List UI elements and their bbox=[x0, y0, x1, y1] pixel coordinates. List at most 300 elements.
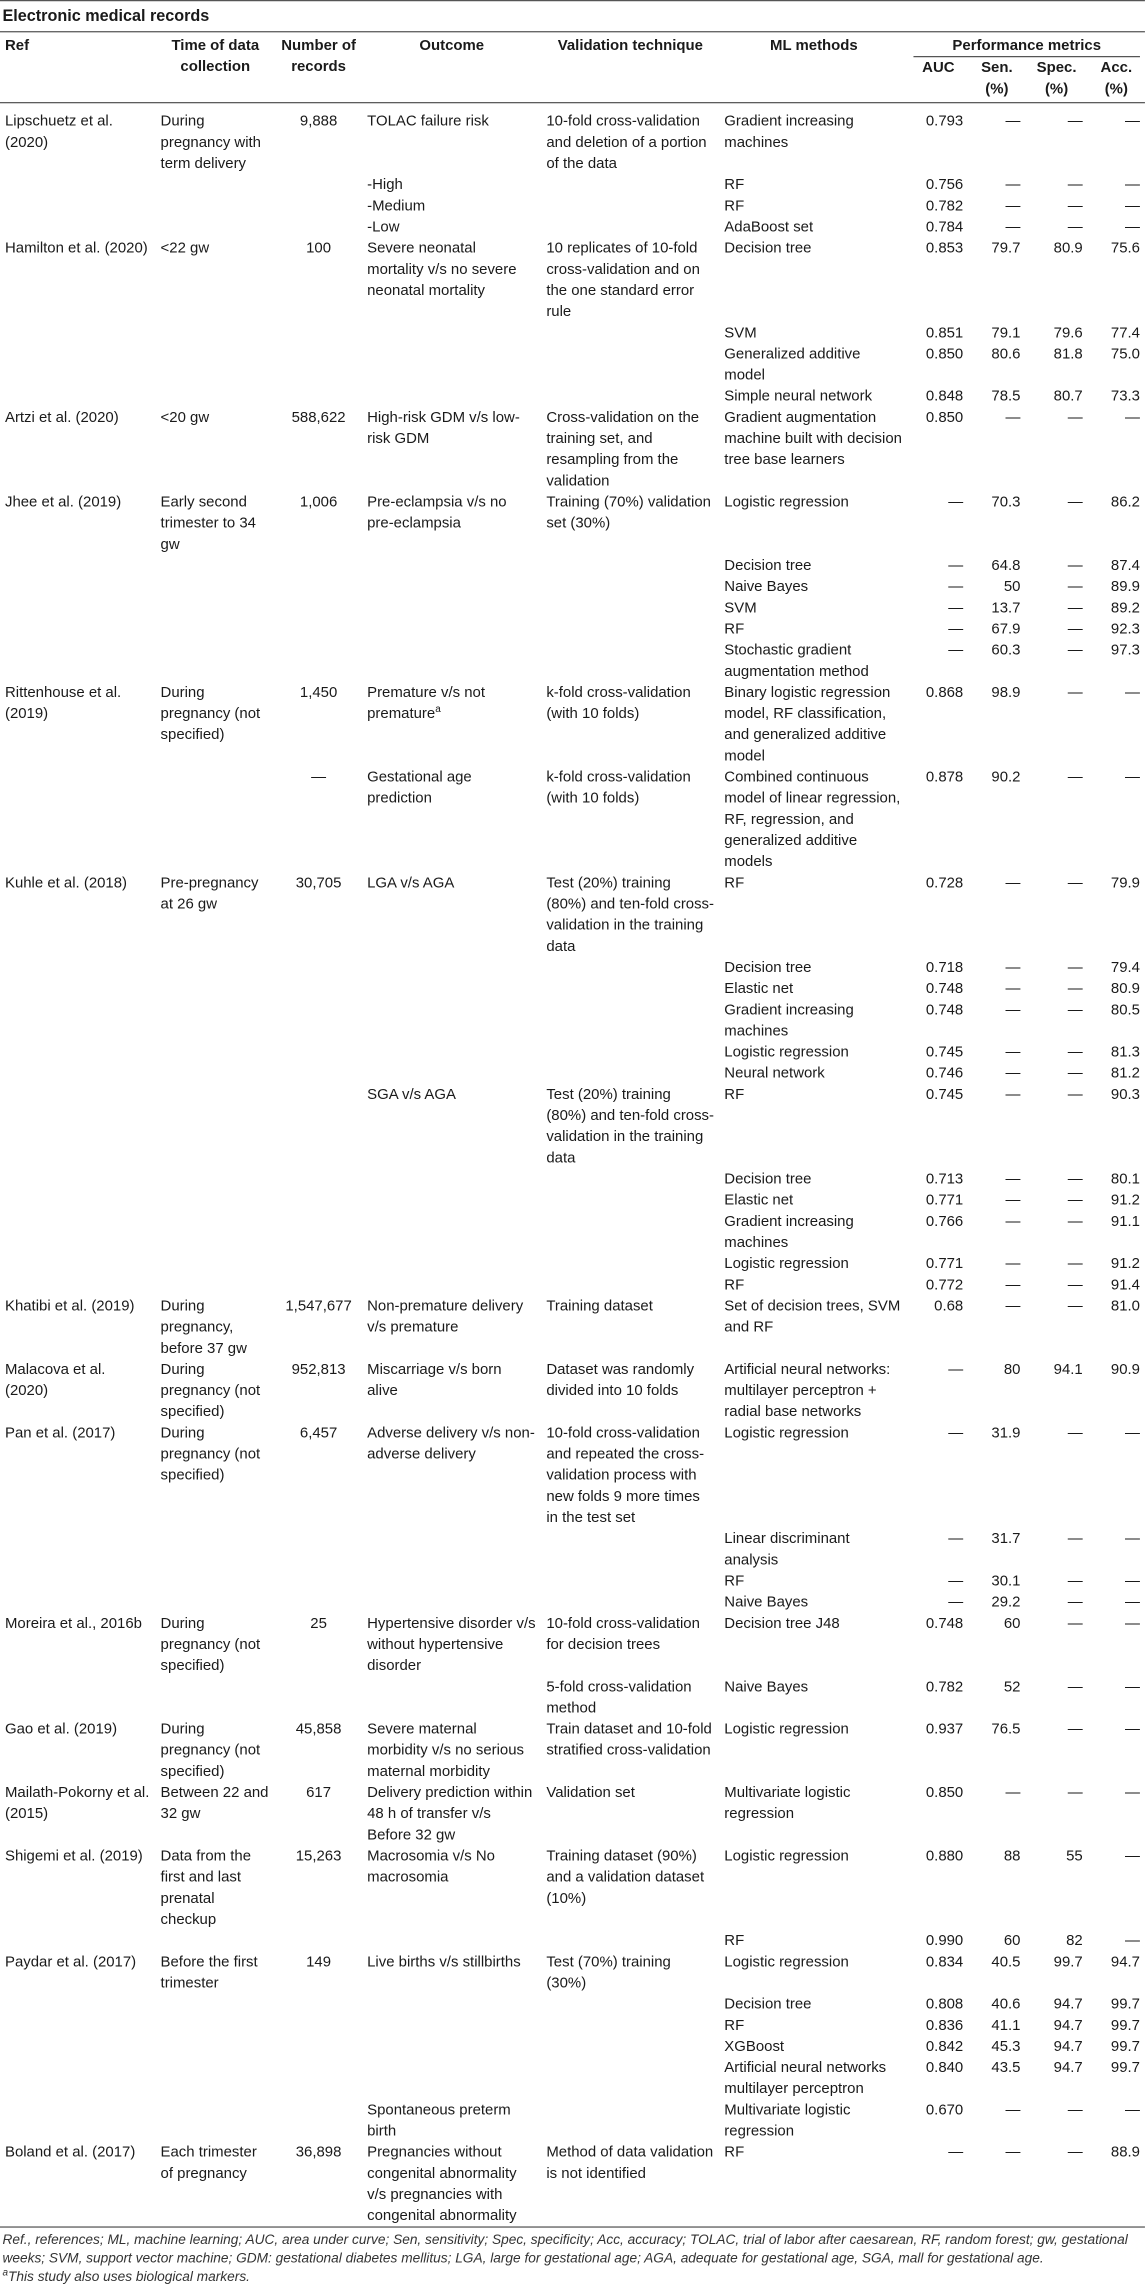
table-row bbox=[0, 2142, 1145, 2227]
cell-records bbox=[275, 1211, 362, 1253]
cell-validation bbox=[541, 1571, 719, 1592]
cell-records bbox=[275, 1528, 362, 1570]
cell-ref bbox=[0, 640, 156, 682]
cell-auc: — bbox=[948, 556, 964, 574]
cell-acc: 80.9 bbox=[1110, 979, 1140, 997]
cell-method: Logistic regression bbox=[724, 1042, 849, 1061]
cell-time bbox=[156, 2015, 275, 2036]
cell-sen: 98.9 bbox=[991, 683, 1021, 701]
cell-outcome bbox=[362, 1592, 541, 1613]
table-row bbox=[0, 2099, 1145, 2141]
cell-spec: — bbox=[1067, 598, 1083, 617]
cell-acc: — bbox=[1125, 1846, 1140, 1865]
table-row bbox=[0, 1676, 1145, 1718]
cell-sen: — bbox=[1005, 1275, 1021, 1294]
cell-sen: 80 bbox=[1003, 1360, 1021, 1378]
cell-ref bbox=[0, 1253, 156, 1274]
cell-validation bbox=[541, 1211, 719, 1253]
cell-time bbox=[156, 343, 275, 385]
cell-time: During pregnancy (not specified) bbox=[160, 1614, 261, 1674]
cell-outcome: Spontaneous preterm birth bbox=[367, 2100, 511, 2140]
cell-outcome bbox=[362, 1253, 541, 1274]
cell-spec: — bbox=[1067, 1275, 1083, 1294]
cell-outcome: Delivery prediction within 48 h of transfer v/s Before 32 gw bbox=[367, 1783, 533, 1844]
table-row bbox=[0, 576, 1145, 597]
cell-validation bbox=[541, 1528, 719, 1570]
cell-records bbox=[275, 1169, 362, 1190]
cell-validation bbox=[541, 999, 719, 1041]
cell-spec: — bbox=[1067, 492, 1083, 511]
cell-auc: 0.842 bbox=[925, 2037, 964, 2055]
cell-method: Gradient augmentation machine built with decision tree base learners bbox=[724, 408, 902, 468]
cell-validation: 10 replicates of 10-fold cross-validation and on the one standard error rule bbox=[546, 238, 700, 320]
table-row bbox=[0, 238, 1145, 323]
cell-sen: — bbox=[1005, 1042, 1021, 1061]
table-row bbox=[0, 2015, 1145, 2036]
table-wrapper bbox=[0, 32, 1145, 2227]
cell-auc: 0.68 bbox=[934, 1296, 964, 1315]
cell-sen: — bbox=[1005, 408, 1021, 426]
cell-method: Decision tree bbox=[724, 958, 812, 976]
table-row bbox=[0, 767, 1145, 873]
cell-method: XGBoost bbox=[724, 2037, 785, 2055]
cell-acc: 99.7 bbox=[1110, 2016, 1140, 2034]
cell-outcome bbox=[362, 1528, 541, 1570]
cell-records bbox=[275, 1676, 362, 1718]
cell-outcome: TOLAC failure risk bbox=[367, 112, 489, 130]
cell-auc: 0.836 bbox=[925, 2016, 964, 2034]
cell-method: RF bbox=[724, 1931, 745, 1949]
cell-outcome: Premature v/s not premature$^a$ bbox=[367, 683, 486, 722]
cell-ref bbox=[0, 174, 156, 195]
cell-ref bbox=[0, 1190, 156, 1211]
cell-outcome bbox=[362, 1063, 541, 1084]
cell-spec: — bbox=[1067, 2143, 1083, 2161]
cell-outcome: -Low bbox=[367, 217, 400, 236]
cell-time: <20 gw bbox=[160, 408, 210, 426]
cell-spec: — bbox=[1067, 1042, 1083, 1061]
cell-records: 6,457 bbox=[299, 1423, 338, 1442]
cell-outcome: High-risk GDM v/s low-risk GDM bbox=[367, 408, 520, 447]
cell-ref: Boland et al. (2017) bbox=[4, 2143, 136, 2161]
cell-time: Each trimester of pregnancy bbox=[160, 2143, 257, 2182]
cell-auc: 0.793 bbox=[925, 112, 964, 130]
cell-validation bbox=[541, 1930, 719, 1951]
cell-records bbox=[275, 1190, 362, 1211]
cell-ref: Kuhle et al. (2018) bbox=[4, 873, 128, 892]
cell-validation bbox=[541, 1994, 719, 2015]
cell-ref: Rittenhouse et al. (2019) bbox=[4, 683, 122, 722]
cell-outcome bbox=[362, 619, 541, 640]
cell-outcome bbox=[362, 640, 541, 682]
cell-validation bbox=[541, 1190, 719, 1211]
cell-auc: 0.746 bbox=[925, 1064, 964, 1082]
cell-outcome: Pre-eclampsia v/s no pre-eclampsia bbox=[367, 492, 507, 532]
cell-auc: 0.771 bbox=[925, 1190, 964, 1209]
cell-sen: 30.1 bbox=[991, 1571, 1021, 1590]
header-spec: Spec. (%) bbox=[1036, 58, 1077, 98]
cell-acc: — bbox=[1125, 1423, 1140, 1442]
cell-sen: — bbox=[1005, 217, 1021, 236]
cell-acc: 77.4 bbox=[1110, 323, 1140, 341]
cell-acc: — bbox=[1125, 112, 1140, 130]
cell-auc: 0.771 bbox=[925, 1254, 964, 1272]
cell-acc: 99.7 bbox=[1110, 1994, 1140, 2013]
cell-acc: 91.4 bbox=[1110, 1275, 1140, 1294]
table-row bbox=[0, 386, 1145, 407]
cell-time bbox=[156, 1042, 275, 1063]
cell-validation bbox=[541, 576, 719, 597]
table-row bbox=[0, 407, 1145, 492]
table-row bbox=[0, 1063, 1145, 1084]
table-row bbox=[0, 1951, 1145, 1993]
cell-ref bbox=[0, 978, 156, 999]
cell-validation bbox=[541, 957, 719, 978]
cell-records: 36,898 bbox=[295, 2143, 342, 2161]
cell-acc: — bbox=[1125, 1931, 1140, 1949]
cell-acc: — bbox=[1125, 1677, 1140, 1696]
cell-validation: Method of data validation is not identified bbox=[546, 2143, 714, 2182]
cell-ref bbox=[0, 322, 156, 343]
cell-records: 15,263 bbox=[295, 1846, 342, 1865]
cell-validation: Test (20%) training (80%) and ten-fold cross-validation in the training data bbox=[546, 873, 715, 955]
cell-auc: 0.745 bbox=[925, 1042, 964, 1061]
cell-validation bbox=[541, 2099, 719, 2141]
cell-outcome: LGA v/s AGA bbox=[367, 873, 455, 892]
cell-time: During pregnancy, before 37 gw bbox=[160, 1296, 247, 1357]
cell-sen: — bbox=[1005, 1169, 1021, 1188]
cell-spec: 82 bbox=[1066, 1931, 1083, 1949]
cell-sen: — bbox=[1005, 979, 1021, 997]
cell-sen: 31.9 bbox=[991, 1423, 1021, 1442]
cell-acc: 75.6 bbox=[1110, 238, 1140, 257]
cell-records: 588,622 bbox=[291, 408, 346, 426]
cell-time: During pregnancy with term delivery bbox=[160, 112, 261, 172]
cell-spec: — bbox=[1067, 1614, 1083, 1632]
table-row bbox=[0, 640, 1145, 682]
cell-method: Logistic regression bbox=[724, 1846, 849, 1865]
table-body bbox=[0, 103, 1145, 2226]
cell-auc: — bbox=[948, 1423, 964, 1442]
cell-spec: — bbox=[1067, 619, 1083, 638]
table-row bbox=[0, 343, 1145, 385]
cell-time: Early second trimester to 34 gw bbox=[160, 492, 256, 553]
cell-auc: 0.868 bbox=[925, 683, 964, 701]
cell-validation: Training (70%) validation set (30%) bbox=[546, 492, 711, 532]
cell-acc: 92.3 bbox=[1110, 619, 1140, 638]
cell-records: 100 bbox=[306, 238, 332, 257]
cell-records bbox=[275, 2057, 362, 2099]
cell-records bbox=[275, 1274, 362, 1295]
cell-sen: — bbox=[1005, 1064, 1021, 1082]
cell-auc: 0.850 bbox=[925, 1783, 964, 1801]
cell-auc: — bbox=[948, 492, 964, 511]
cell-records: 1,547,677 bbox=[285, 1296, 352, 1315]
cell-outcome bbox=[362, 957, 541, 978]
cell-auc: 0.880 bbox=[925, 1846, 964, 1865]
cell-spec: — bbox=[1067, 1190, 1083, 1209]
cell-spec: 99.7 bbox=[1053, 1952, 1083, 1971]
cell-spec: — bbox=[1067, 175, 1083, 193]
table-row bbox=[0, 1846, 1145, 1931]
cell-outcome bbox=[362, 1930, 541, 1951]
cell-ref: Paydar et al. (2017) bbox=[4, 1952, 137, 1971]
cell-ref bbox=[0, 1042, 156, 1063]
table-row bbox=[0, 999, 1145, 1041]
cell-spec: — bbox=[1067, 556, 1083, 574]
table-row bbox=[0, 1422, 1145, 1528]
table-row bbox=[0, 174, 1145, 195]
cell-auc: 0.766 bbox=[925, 1212, 964, 1230]
cell-ref bbox=[0, 1169, 156, 1190]
cell-validation: k-fold cross-validation (with 10 folds) bbox=[546, 683, 691, 722]
table-header bbox=[0, 32, 1145, 103]
cell-acc: 97.3 bbox=[1110, 640, 1140, 659]
cell-method: Decision tree bbox=[724, 1994, 812, 2013]
cell-time bbox=[156, 597, 275, 618]
cell-auc: 0.937 bbox=[925, 1719, 964, 1738]
cell-spec: — bbox=[1067, 1677, 1083, 1696]
cell-time bbox=[156, 1253, 275, 1274]
cell-time bbox=[156, 1994, 275, 2015]
cell-spec: — bbox=[1067, 683, 1083, 701]
table-row bbox=[0, 1211, 1145, 1253]
cell-time bbox=[156, 386, 275, 407]
cell-outcome bbox=[362, 1042, 541, 1063]
cell-sen: — bbox=[1005, 175, 1021, 193]
cell-time bbox=[156, 1930, 275, 1951]
cell-validation bbox=[541, 322, 719, 343]
table-row bbox=[0, 957, 1145, 978]
cell-validation bbox=[541, 1063, 719, 1084]
cell-auc: 0.850 bbox=[925, 344, 964, 363]
cell-ref bbox=[0, 2099, 156, 2141]
cell-auc: 0.808 bbox=[925, 1994, 964, 2013]
cell-sen: 50 bbox=[1003, 577, 1021, 595]
table-row bbox=[0, 1359, 1145, 1422]
cell-validation bbox=[541, 619, 719, 640]
cell-method: Binary logistic regression model, RF classification, and generalized additive model bbox=[724, 683, 891, 765]
cell-spec: 94.7 bbox=[1053, 2037, 1083, 2055]
cell-outcome bbox=[362, 1571, 541, 1592]
cell-ref bbox=[0, 1571, 156, 1592]
cell-method: RF bbox=[724, 196, 745, 215]
cell-sen: 29.2 bbox=[991, 1592, 1021, 1611]
cell-ref bbox=[0, 195, 156, 216]
cell-method: Elastic net bbox=[724, 979, 794, 997]
cell-spec: 94.7 bbox=[1053, 1994, 1083, 2013]
cell-auc: 0.670 bbox=[925, 2100, 964, 2119]
cell-records: 25 bbox=[310, 1614, 327, 1632]
table-row bbox=[0, 1169, 1145, 1190]
cell-time bbox=[156, 640, 275, 682]
table-row bbox=[0, 1571, 1145, 1592]
table-row bbox=[0, 1719, 1145, 1782]
cell-validation bbox=[541, 386, 719, 407]
cell-sen: — bbox=[1005, 958, 1021, 976]
cell-time bbox=[156, 1211, 275, 1253]
cell-auc: — bbox=[948, 598, 964, 617]
header-ref: Ref bbox=[4, 36, 30, 54]
cell-auc: 0.728 bbox=[925, 873, 964, 892]
cell-sen: — bbox=[1005, 1783, 1021, 1801]
cell-ref bbox=[0, 1994, 156, 2015]
cell-time bbox=[156, 957, 275, 978]
cell-acc: — bbox=[1125, 767, 1140, 786]
cell-validation bbox=[541, 555, 719, 576]
cell-sen: — bbox=[1005, 873, 1021, 892]
cell-outcome: Severe maternal morbidity v/s no serious maternal morbidity bbox=[367, 1719, 524, 1780]
cell-acc: 73.3 bbox=[1110, 387, 1140, 405]
cell-spec: — bbox=[1067, 1571, 1083, 1590]
cell-records bbox=[275, 174, 362, 195]
cell-spec: — bbox=[1067, 873, 1083, 892]
cell-method: Neural network bbox=[724, 1064, 825, 1082]
cell-spec: — bbox=[1067, 767, 1083, 786]
header-acc: Acc. (%) bbox=[1100, 58, 1133, 98]
cell-acc: 99.7 bbox=[1110, 2058, 1140, 2076]
cell-spec: — bbox=[1067, 1212, 1083, 1230]
cell-validation bbox=[541, 1253, 719, 1274]
cell-records: 149 bbox=[306, 1952, 332, 1971]
cell-validation: 10-fold cross-validation and repeated the cross-validation process with new folds 9 more times in the test set bbox=[546, 1423, 705, 1526]
table-row bbox=[0, 1253, 1145, 1274]
cell-acc: 90.9 bbox=[1110, 1360, 1140, 1378]
table-row bbox=[0, 872, 1145, 957]
table-row bbox=[0, 103, 1145, 174]
table-row bbox=[0, 555, 1145, 576]
cell-method: SVM bbox=[724, 323, 757, 341]
cell-spec: — bbox=[1067, 979, 1083, 997]
cell-validation: 10-fold cross-validation for decision trees bbox=[546, 1614, 700, 1653]
cell-records bbox=[275, 619, 362, 640]
table-row bbox=[0, 1274, 1145, 1295]
cell-sen: — bbox=[1005, 1085, 1021, 1103]
cell-auc: 0.848 bbox=[925, 387, 964, 405]
cell-acc: 88.9 bbox=[1110, 2143, 1140, 2161]
cell-records: 1,450 bbox=[299, 683, 338, 701]
cell-records bbox=[275, 555, 362, 576]
cell-outcome bbox=[362, 978, 541, 999]
cell-spec: — bbox=[1067, 408, 1083, 426]
cell-method: RF bbox=[724, 2143, 745, 2161]
cell-spec: — bbox=[1067, 1719, 1083, 1738]
cell-sen: 40.6 bbox=[991, 1994, 1021, 2013]
cell-time bbox=[156, 1528, 275, 1570]
cell-validation bbox=[541, 174, 719, 195]
cell-records bbox=[275, 195, 362, 216]
cell-ref bbox=[0, 2015, 156, 2036]
cell-method: Naive Bayes bbox=[724, 1677, 809, 1696]
cell-method: Logistic regression bbox=[724, 1952, 849, 1971]
cell-spec: 80.9 bbox=[1053, 238, 1083, 257]
cell-method: Decision tree bbox=[724, 556, 812, 574]
cell-auc: 0.756 bbox=[925, 175, 964, 193]
table-row bbox=[0, 1084, 1145, 1169]
cell-outcome: Macrosomia v/s No macrosomia bbox=[367, 1846, 495, 1886]
cell-outcome bbox=[362, 343, 541, 385]
header-validation: Validation technique bbox=[557, 36, 703, 54]
results-table bbox=[0, 32, 1145, 2226]
cell-outcome bbox=[362, 576, 541, 597]
cell-time: During pregnancy (not specified) bbox=[160, 1423, 261, 1484]
cell-sen: 41.1 bbox=[991, 2016, 1021, 2034]
cell-time bbox=[156, 174, 275, 195]
cell-validation: Cross-validation on the training set, and resampling from the validation bbox=[546, 408, 700, 490]
footnote-b: This study also uses biological markers. bbox=[8, 2269, 250, 2285]
cell-sen: — bbox=[1005, 1254, 1021, 1272]
cell-time bbox=[156, 1063, 275, 1084]
cell-outcome: SGA v/s AGA bbox=[367, 1085, 456, 1103]
cell-spec: — bbox=[1067, 1423, 1083, 1442]
cell-time bbox=[156, 767, 275, 873]
cell-method: Decision tree bbox=[724, 1169, 812, 1188]
cell-validation: Test (70%) training (30%) bbox=[546, 1952, 671, 1992]
cell-ref: Gao et al. (2019) bbox=[4, 1719, 118, 1738]
cell-records bbox=[275, 640, 362, 682]
cell-sen: — bbox=[1005, 1296, 1021, 1315]
cell-auc: — bbox=[948, 1360, 964, 1378]
cell-sen: 45.3 bbox=[991, 2037, 1021, 2055]
cell-method: RF bbox=[724, 175, 745, 193]
cell-validation bbox=[541, 640, 719, 682]
cell-validation: Dataset was randomly divided into 10 folds bbox=[546, 1360, 695, 1399]
table-row bbox=[0, 978, 1145, 999]
table-row bbox=[0, 682, 1145, 767]
cell-records bbox=[275, 1930, 362, 1951]
cell-method: Logistic regression bbox=[724, 492, 849, 511]
cell-time bbox=[156, 619, 275, 640]
cell-validation bbox=[541, 2057, 719, 2099]
cell-method: Naive Bayes bbox=[724, 577, 809, 595]
cell-spec: 81.8 bbox=[1053, 344, 1083, 363]
cell-ref bbox=[0, 386, 156, 407]
cell-acc: 79.4 bbox=[1110, 958, 1140, 976]
cell-ref bbox=[0, 2057, 156, 2099]
cell-acc: 89.2 bbox=[1110, 598, 1140, 617]
cell-method: Gradient increasing machines bbox=[724, 1212, 854, 1251]
cell-acc: — bbox=[1125, 1529, 1140, 1547]
table-row bbox=[0, 1042, 1145, 1063]
cell-outcome bbox=[362, 2036, 541, 2057]
cell-acc: 75.0 bbox=[1110, 344, 1140, 363]
header-outcome: Outcome bbox=[419, 36, 485, 54]
cell-time bbox=[156, 322, 275, 343]
cell-ref: Moreira et al., 2016b bbox=[4, 1614, 142, 1632]
cell-ref bbox=[0, 1063, 156, 1084]
cell-acc: 81.2 bbox=[1110, 1064, 1140, 1082]
cell-ref bbox=[0, 1930, 156, 1951]
cell-records bbox=[275, 322, 362, 343]
cell-validation: 5-fold cross-validation method bbox=[546, 1677, 692, 1717]
cell-outcome bbox=[362, 2057, 541, 2099]
cell-method: RF bbox=[724, 873, 745, 892]
cell-ref: Khatibi et al. (2019) bbox=[4, 1296, 135, 1315]
cell-method: Elastic net bbox=[724, 1190, 794, 1209]
cell-ref bbox=[0, 999, 156, 1041]
cell-ref bbox=[0, 1274, 156, 1295]
cell-spec: 94.7 bbox=[1053, 2058, 1083, 2076]
footnote-marker-ref: a bbox=[435, 703, 441, 715]
cell-sen: — bbox=[1005, 1190, 1021, 1209]
cell-records bbox=[275, 386, 362, 407]
cell-auc: 0.784 bbox=[925, 217, 964, 236]
header-time: Time of data collection bbox=[171, 36, 260, 75]
cell-validation: Validation set bbox=[546, 1783, 635, 1801]
cell-time bbox=[156, 2057, 275, 2099]
cell-auc: 0.713 bbox=[925, 1169, 964, 1188]
cell-method: AdaBoost set bbox=[724, 217, 814, 236]
